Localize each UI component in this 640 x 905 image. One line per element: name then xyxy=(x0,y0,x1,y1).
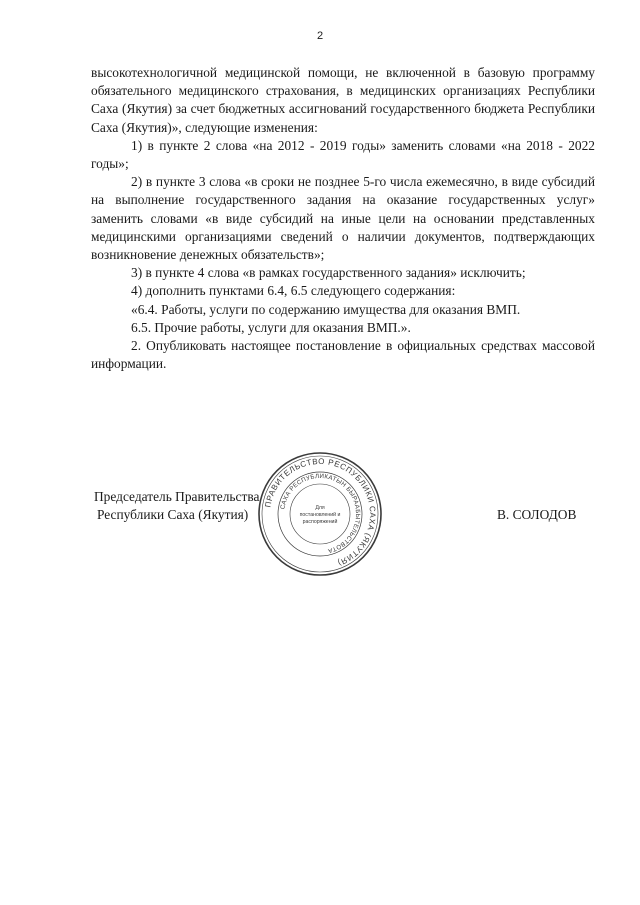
position-line-2: Республики Саха (Якутия) xyxy=(97,507,249,523)
seal-center-line-1: Для xyxy=(315,505,325,511)
item-4: 4) дополнить пунктами 6.4, 6.5 следующего содержания: xyxy=(131,283,456,299)
position-line-1: Председатель Правительства xyxy=(94,489,260,504)
page-number: 2 xyxy=(316,30,324,42)
item-6-5: 6.5. Прочие работы, услуги для оказания ВМП.». xyxy=(131,319,411,335)
document-body xyxy=(91,64,595,373)
seal-center-line-3: распоряжений xyxy=(302,519,338,525)
seal-center-line-2: постановлений и xyxy=(299,512,341,518)
official-seal xyxy=(256,450,384,578)
seal-outer-text: ПРАВИТЕЛЬСТВО РЕСПУБЛИКИ САХА (ЯКУТИЯ) xyxy=(263,456,378,568)
item-3: 3) в пункте 4 слова «в рамках государственного задания» исключить; xyxy=(131,265,526,281)
publish-paragraph: 2. Опубликовать настоящее постановление в официальных средствах массовой информации. xyxy=(91,338,595,372)
item-2: 2) в пункте 3 слова «в сроки не позднее 5-го числа ежемесячно, в виде субсидий на выполнение государственного задания на оказание государственных услуг» заменить словами «в виде субсидий на иные цели на основании представленных медицинскими организациями сведений о наличии документов, подтверждающих возникновение денежных обязательств»; xyxy=(91,174,595,263)
seal-inner-text: САХА РЕСПУБЛИКАТЫН БЫРААБЫТЕЛЬСТВОТА xyxy=(279,472,362,555)
signatory-name: В. СОЛОДОВ xyxy=(497,507,577,522)
item-6-4: «6.4. Работы, услуги по содержанию имущества для оказания ВМП. xyxy=(131,301,521,317)
intro-paragraph: высокотехнологичной медицинской помощи, не включенной в базовую программу обязательного медицинского страхования, в медицинских организациях Республики Саха (Якутия) за счет бюджетных ассигнований государственного бюджета Республики Саха (Якутия)», следующие изменения: xyxy=(91,65,595,135)
item-1: 1) в пункте 2 слова «на 2012 - 2019 годы» заменить словами «на 2018 - 2022 годы»; xyxy=(91,137,595,172)
